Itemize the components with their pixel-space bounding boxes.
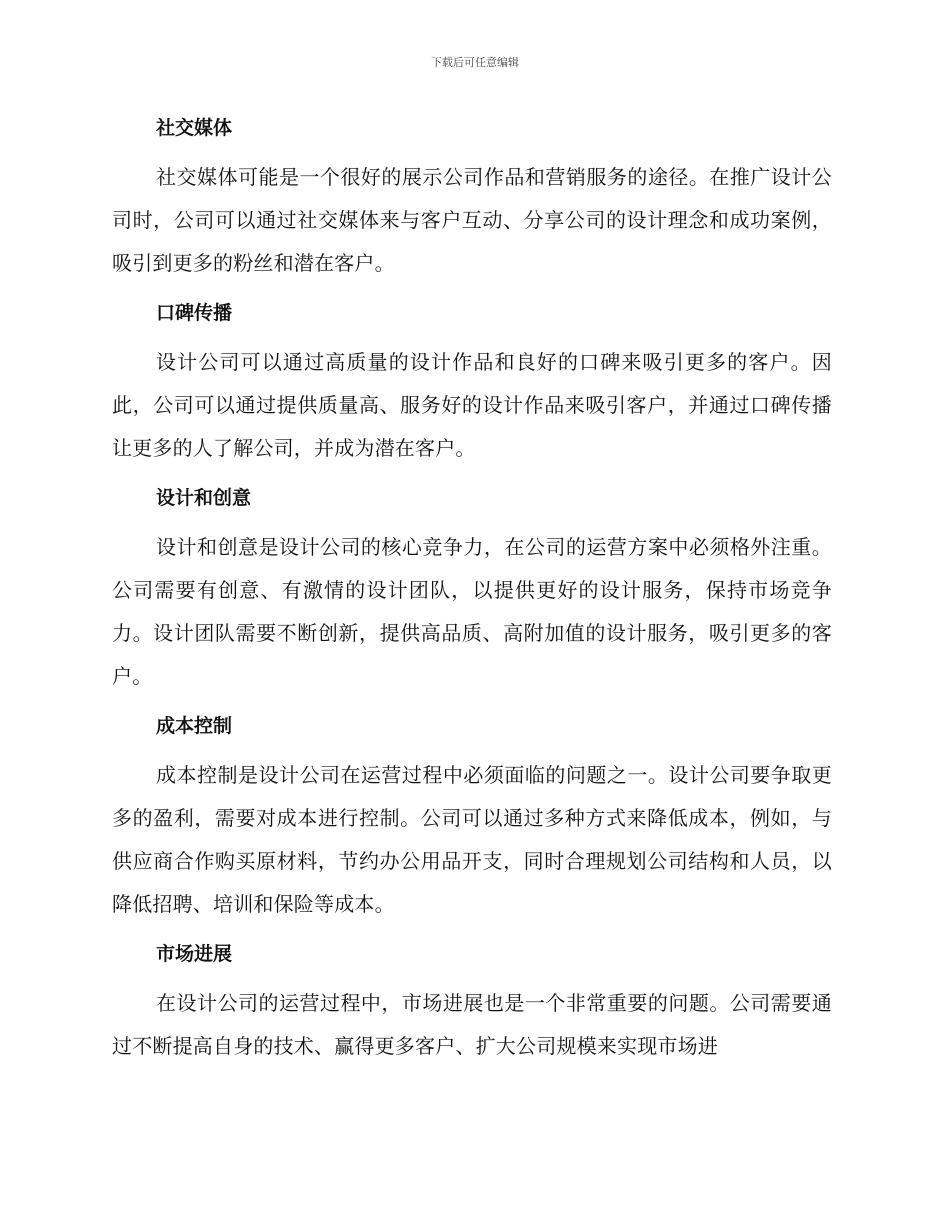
section-heading-social-media: 社交媒体 bbox=[156, 117, 233, 139]
section-paragraph-cost-control: 成本控制是设计公司在运营过程中必须面临的问题之一。设计公司要争取更多的盈利，需要对成本进行控制。公司可以通过多种方式来降低成本，例如，与供应商合作购买原材料，节约办公用品开支，同时合理规划公司结构和人员，以降低招聘、培训和保险等成本。 bbox=[112, 763, 832, 916]
section-paragraph-market-progress: 在设计公司的运营过程中，市场进展也是一个非常重要的问题。公司需要通过不断提高自身的技术、赢得更多客户、扩大公司规模来实现市场进 bbox=[112, 991, 832, 1058]
section-heading-word-of-mouth: 口碑传播 bbox=[156, 302, 233, 324]
section-paragraph-word-of-mouth: 设计公司可以通过高质量的设计作品和良好的口碑来吸引更多的客户。因此，公司可以通过提供质量高、服务好的设计作品来吸引客户，并通过口碑传播让更多的人了解公司，并成为潜在客户。 bbox=[112, 350, 832, 460]
document-body bbox=[112, 106, 832, 1074]
section-heading-market-progress: 市场进展 bbox=[156, 943, 233, 965]
section-paragraph-design-creativity: 设计和创意是设计公司的核心竞争力，在公司的运营方案中必须格外注重。公司需要有创意、有激情的设计团队，以提供更好的设计服务，保持市场竞争力。设计团队需要不断创新，提供高品质、高附加值的设计服务，吸引更多的客户。 bbox=[112, 535, 832, 688]
section-paragraph-social-media: 社交媒体可能是一个很好的展示公司作品和营销服务的途径。在推广设计公司时，公司可以通过社交媒体来与客户互动、分享公司的设计理念和成功案例，吸引到更多的粉丝和潜在客户。 bbox=[112, 165, 832, 275]
section-heading-design-creativity: 设计和创意 bbox=[156, 487, 252, 509]
section-heading-cost-control: 成本控制 bbox=[156, 715, 233, 737]
page-header: 下载后可任意编辑 bbox=[431, 56, 519, 69]
